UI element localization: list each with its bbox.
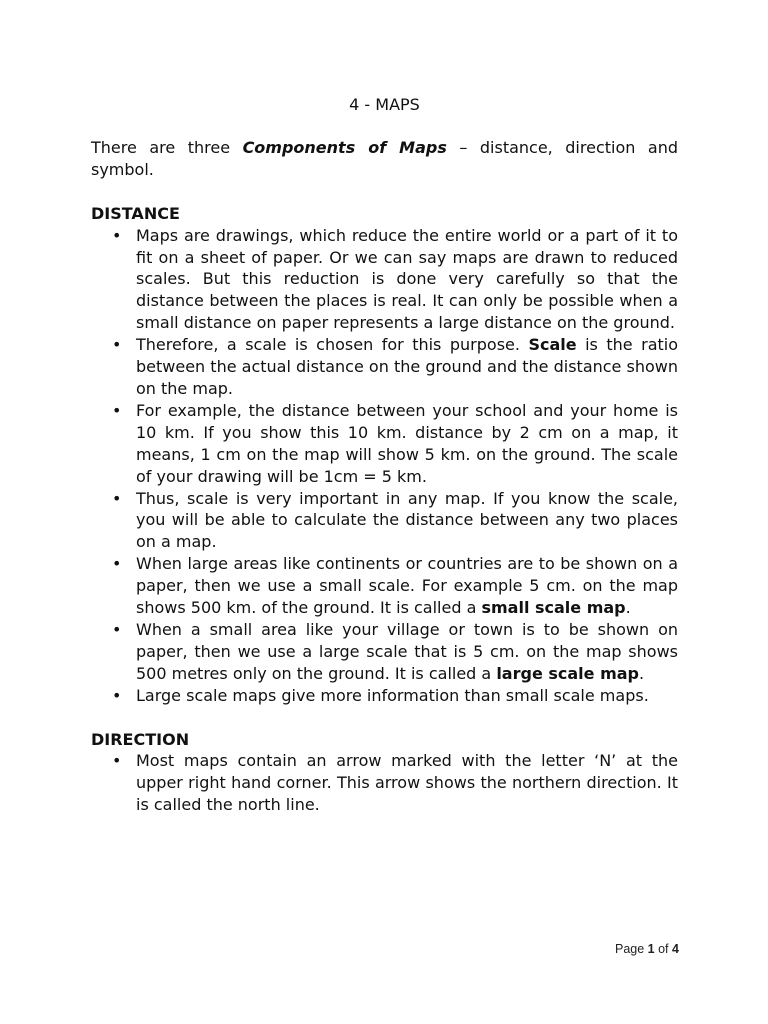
list-item-text: Thus, scale is very important in any map. If you know the scale, you will be able to calculate the distance between any two places on a map. [136,488,678,552]
bullet-icon: • [112,685,122,705]
list-item-bold-term: large scale map [496,663,639,683]
list-item [112,685,678,707]
list-item-text: When large areas like continents or countries are to be shown on a paper, then we use a small scale. For example 5 cm. on the map shows 500 km. of the ground. It is called a [136,554,678,618]
list-item-text: Maps are drawings, which reduce the entire world or a part of it to fit on a sheet of paper. Or we can say maps are drawn to reduced scales. But this reduction is done very carefully so that the distance between the places is real. It can only be possible when a small distance on paper represents a large distance on the ground. [136,225,678,333]
list-item-text: Most maps contain an arrow marked with the letter ‘N’ at the upper right hand corner. This arrow shows the northern direction. It is called the north line. [136,751,678,815]
list-item-text: Therefore, a scale is chosen for this purpose. [136,335,529,355]
list-item-bold-term: small scale map [481,598,626,618]
list-item-text: For example, the distance between your school and your home is 10 km. If you show this 10 km. distance by 2 cm on a map, it means, 1 cm on the map will show 5 km. on the ground. The scale of your drawing will be 1cm = 5 km. [136,400,678,486]
list-item-text: is the ratio between the actual distance on the ground and the distance shown on the map. [136,335,679,398]
bullet-icon: • [112,225,122,245]
total-pages-number: 4 [672,942,679,956]
bullet-list-direction [91,750,678,816]
list-item [112,488,678,554]
bullet-icon: • [112,751,122,771]
document-page [91,94,678,816]
intro-emphasis: Components of Maps [242,137,447,157]
list-item [112,619,678,685]
bullet-icon: • [112,554,122,574]
intro-paragraph [91,137,678,181]
list-item-bold-term: Scale [528,335,577,355]
bullet-icon: • [112,400,122,420]
list-item-text: When a small area like your village or town is to be shown on paper, then we use a large scale that is 5 cm. on the map shows 500 metres only on the ground. It is called a [136,619,678,683]
page-label: Page [615,942,648,956]
list-item [112,225,678,335]
list-item [112,553,678,619]
list-item [112,750,678,816]
list-item [112,334,679,400]
intro-text-after: – distance, direction and symbol. [91,137,678,179]
list-item-text: Large scale maps give more information than small scale maps. [136,685,649,705]
current-page-number: 1 [647,942,655,956]
intro-text-before: There are three [91,137,243,157]
list-item [112,400,678,488]
page-title: 4 - MAPS [349,95,420,114]
bullet-list-distance [91,225,678,707]
bullet-icon: • [112,619,122,639]
section-heading-distance: DISTANCE [91,203,180,223]
page-number-footer [615,942,679,956]
section-heading-direction: DIRECTION [91,729,190,749]
section-direction [91,729,678,817]
bullet-icon: • [112,488,122,508]
bullet-icon: • [112,335,122,355]
list-item-text: . [625,598,631,618]
section-distance [91,203,678,707]
list-item-text: . [639,663,645,683]
of-label: of [654,942,672,956]
